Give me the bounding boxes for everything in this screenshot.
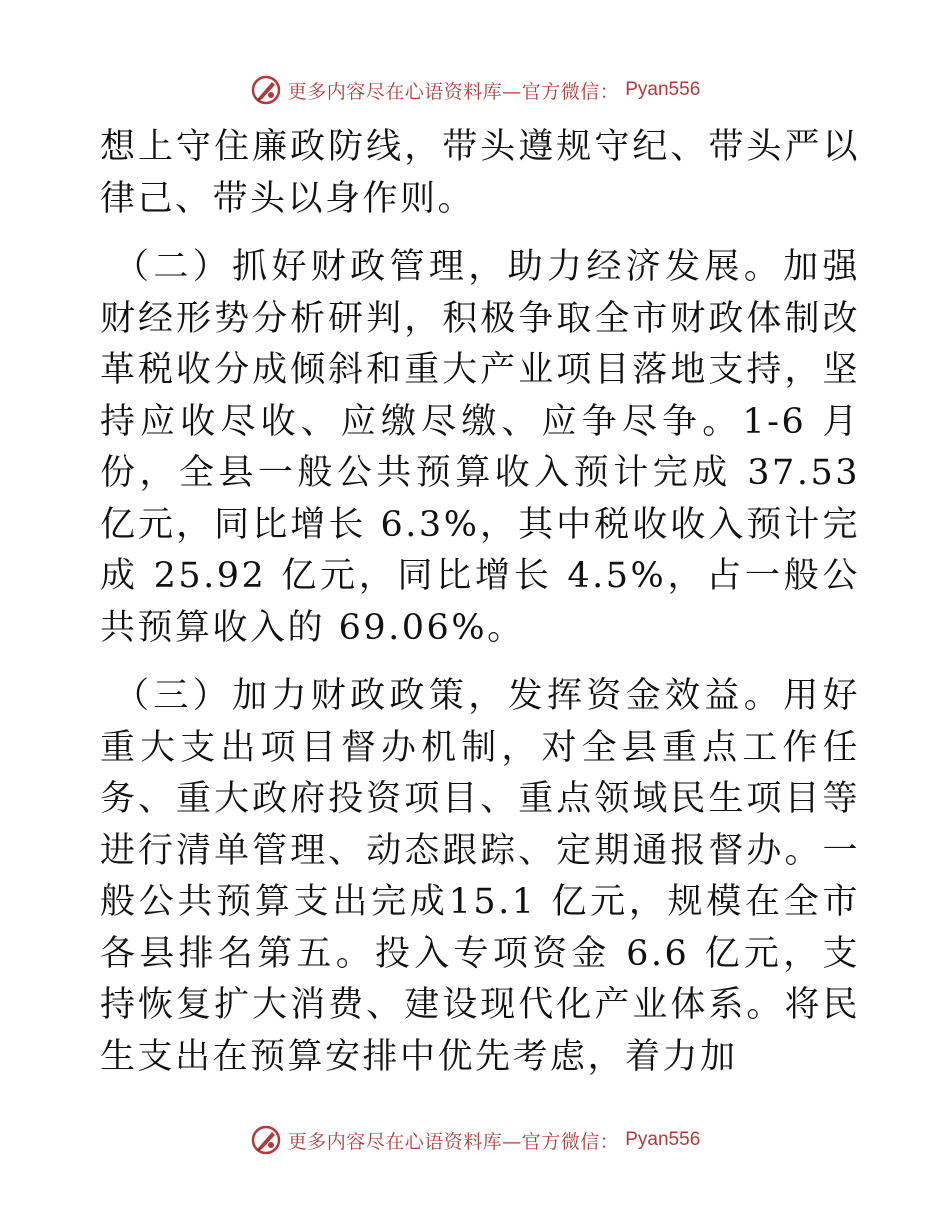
text-line: 支出项目督办机制，对全县重点工作任务、重大政 xyxy=(100,727,860,819)
pen-quill-logo-icon xyxy=(250,74,282,106)
footer-watermark xyxy=(0,1122,950,1158)
text-line: 税收收入预计完成 25.92 亿元，同比增长 4.5%，占 xyxy=(100,504,860,596)
paragraph-continuation xyxy=(100,122,860,225)
text-line: 府投资项目、重点领域民生项目等进行清单管理、 xyxy=(100,779,860,871)
text-line: 成倾斜和重大产业项目落地支持，坚持应收尽收、 xyxy=(100,350,860,442)
text-line: 体系。将民生支出在预算安排中优先考虑，着力加 xyxy=(100,985,860,1077)
pen-quill-logo-icon xyxy=(250,1124,282,1156)
watermark-wechat-id: Pyan556 xyxy=(625,79,701,100)
text-line: 一般公共预算收入的 69.06%。 xyxy=(100,556,860,648)
paragraph-fiscal-management xyxy=(100,242,860,654)
text-line: 想上守住廉政防线，带头遵规守纪、带头严以律 xyxy=(100,127,860,219)
text-line: 15.1 亿元，规模在全市各县排名第五。投入专项资 xyxy=(100,882,860,974)
text-line: 应缴尽缴、应争尽争。1-6 月份，全县一般公共预 xyxy=(100,401,860,493)
watermark-text: 更多内容尽在心语资料库—官方微信： xyxy=(287,80,620,103)
paragraph-fiscal-policy xyxy=(100,671,860,1083)
text-line: 形势分析研判，积极争取全市财政体制改革税收分 xyxy=(100,298,860,390)
document-body xyxy=(100,122,860,1083)
watermark-text: 更多内容尽在心语资料库—官方微信： xyxy=(287,1130,620,1153)
text-line: （二）抓好财政管理，助力经济发展。加强财经 xyxy=(100,247,860,339)
header-watermark xyxy=(0,72,950,108)
text-line: 己、带头以身作则。 xyxy=(137,178,476,219)
text-line: 动态跟踪、定期通报督办。一般公共预算支出完成 xyxy=(100,830,860,922)
text-line: （三）加力财政政策，发挥资金效益。用好重大 xyxy=(100,676,860,768)
text-line: 算收入预计完成 37.53 亿元，同比增长 6.3%，其中 xyxy=(100,453,860,545)
watermark-wechat-id: Pyan556 xyxy=(625,1129,701,1150)
text-line: 金 6.6 亿元，支持恢复扩大消费、建设现代化产业 xyxy=(100,933,860,1025)
